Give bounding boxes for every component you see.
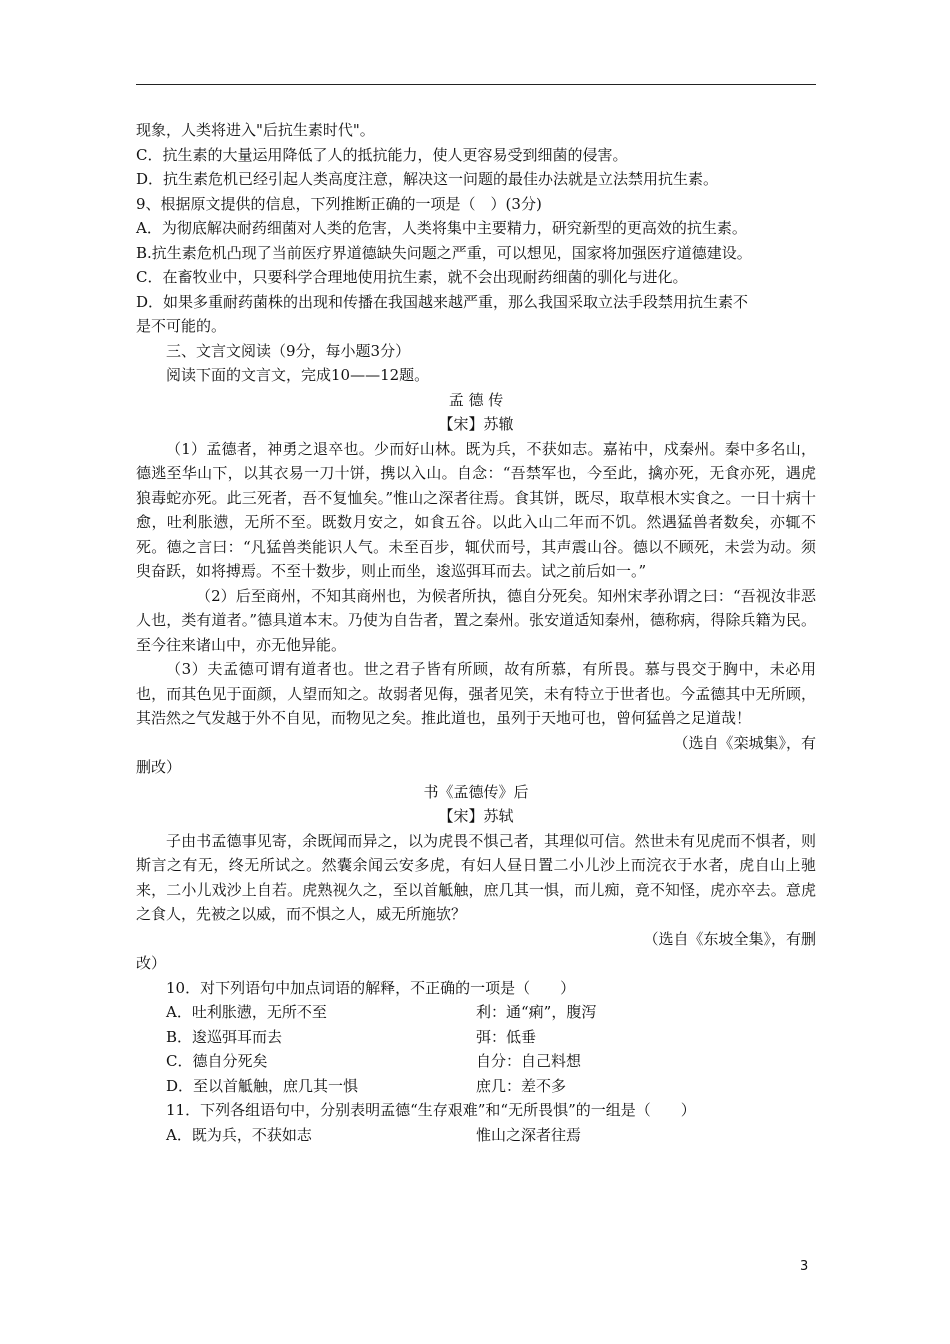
q10-option-a-sentence: A．吐利胀懑，无所不至 bbox=[166, 1003, 327, 1021]
q11-option-a-first: A．既为兵，不获如志 bbox=[166, 1125, 312, 1144]
option-d-q9-cont: 是不可能的。 bbox=[136, 317, 227, 335]
q10-option-b bbox=[136, 1025, 816, 1050]
passage2-title: 书《孟德传》后 bbox=[423, 782, 529, 801]
passage1-paragraph-2: （2）后至商州，不知其商州也，为候者所执，德自分死矣。知州宋孝孙谓之曰：“吾视汝非恶人也，类有道者。”德具道本末。乃使为自告者，置之秦州。张安道适知秦州，德称病，得除兵籍为民。至今往来诸山中，亦无他异能。 bbox=[136, 586, 816, 654]
option-c-q9: C．在畜牧业中，只要科学合理地使用抗生素，就不会出现耐药细菌的驯化与进化。 bbox=[136, 268, 688, 286]
option-b-q9: B.抗生素危机凸现了当前医疗界道德缺失问题之严重，可以想见，国家将加强医疗道德建设。 bbox=[136, 243, 752, 262]
option-c-q8: C．抗生素的大量运用降低了人的抵抗能力，使人更容易受到细菌的侵害。 bbox=[136, 145, 628, 164]
option-d-q9: D．如果多重耐药菌株的出现和传播在我国越来越严重，那么我国采取立法手段禁用抗生素不 bbox=[136, 292, 749, 311]
passage2-author: 【宋】苏轼 bbox=[438, 807, 514, 825]
passage1-source: （选自《栾城集》，有 bbox=[673, 733, 816, 752]
passage1-title: 孟 德 传 bbox=[448, 390, 504, 409]
option-d-q8: D．抗生素危机已经引起人类高度注意，解决这一问题的最佳办法就是立法禁用抗生素。 bbox=[136, 170, 719, 188]
q10-option-b-gloss: 弭：低垂 bbox=[476, 1027, 537, 1046]
q10-option-d-gloss: 庶几：差不多 bbox=[476, 1076, 567, 1095]
passage1-paragraph-1: （1）孟德者，神勇之退卒也。少而好山林。既为兵，不获如志。嘉祐中，戍秦州。秦中多名山，德逃至华山下，以其衣易一刀十饼，携以入山。自念：“吾禁军也，今至此，擒亦死，无食亦死，遇虎狼毒蛇亦死。此三死者，吾不复恤矣。”惟山之深者往焉。食其饼，既尽，取草根木实食之。一日十病十愈，吐利胀懑，无所不至。既数月安之，如食五谷。以此入山二年而不饥。然遇猛兽者数矣，亦辄不死。德之言曰：“凡猛兽类能识人气。未至百步，辄伏而号，其声震山谷。德以不顾死，未尝为动。须臾奋跃，如将搏焉。不至十数步，则止而坐，逡巡弭耳而去。试之前后如一。” bbox=[136, 439, 816, 580]
q10-option-c bbox=[136, 1049, 816, 1074]
question-11-stem: 11．下列各组语句中，分别表明孟德“生存艰难”和“无所畏惧”的一组是（ ） bbox=[166, 1101, 696, 1119]
q10-option-d bbox=[136, 1074, 816, 1099]
page-content bbox=[136, 118, 816, 1147]
q10-option-c-gloss: 自分：自己料想 bbox=[476, 1052, 582, 1070]
section-instruction: 阅读下面的文言文，完成10——12题。 bbox=[166, 366, 430, 384]
option-a-q9: A．为彻底解决耐药细菌对人类的危害，人类将集中主要精力，研究新型的更高效的抗生素。 bbox=[136, 219, 747, 237]
text-line: 现象，人类将进入"后抗生素时代"。 bbox=[136, 121, 375, 139]
q11-option-a-second: 惟山之深者往焉 bbox=[476, 1125, 582, 1144]
passage1-author: 【宋】苏辙 bbox=[438, 415, 514, 433]
q10-option-d-sentence: D．至以首觝触，庶几其一惧 bbox=[166, 1076, 359, 1095]
q11-option-a bbox=[136, 1123, 816, 1148]
passage2-source: （选自《东坡全集》，有删 bbox=[643, 929, 816, 948]
passage2-source-cont: 改） bbox=[136, 954, 167, 972]
header-rule bbox=[136, 84, 816, 85]
question-9-stem: 9、根据原文提供的信息，下列推断正确的一项是（ ）(3分) bbox=[136, 194, 542, 213]
q10-option-c-sentence: C．德自分死矣 bbox=[166, 1052, 268, 1070]
q10-option-a-gloss: 利：通“痢”，腹泻 bbox=[476, 1003, 597, 1021]
passage1-paragraph-3: （3）夫孟德可谓有道者也。世之君子皆有所顾，故有所慕，有所畏。慕与畏交于胸中，未必用也，而其色见于面颜，人望而知之。故弱者见侮，强者见笑，未有特立于世者也。今孟德其中无所顾，其浩然之气发越于外不自见，而物见之矣。推此道也，虽列于天地可也，曾何猛兽之足道哉！ bbox=[136, 660, 816, 727]
passage2-paragraph-1: 子由书孟德事见寄，余既闻而异之，以为虎畏不惧己者，其理似可信。然世未有见虎而不惧者，则斯言之有无，终无所试之。然囊余闻云安多虎，有妇人昼日置二小儿沙上而浣衣于水者，虎自山上驰来，二小儿戏沙上自若。虎熟视久之，至以首觝触，庶几其一惧，而儿痴，竟不知怪，虎亦卒去。意虎之食人，先被之以威，而不惧之人，威无所施欤？ bbox=[136, 831, 816, 923]
q10-option-b-sentence: B．逡巡弭耳而去 bbox=[166, 1027, 283, 1046]
section-heading: 三、文言文阅读（9分，每小题3分） bbox=[166, 341, 411, 360]
q10-option-a bbox=[136, 1000, 816, 1025]
page-number: 3 bbox=[800, 1259, 809, 1274]
question-10-stem: 10．对下列语句中加点词语的解释，不正确的一项是（ ） bbox=[166, 978, 576, 997]
passage1-source-cont: 删改） bbox=[136, 758, 182, 776]
